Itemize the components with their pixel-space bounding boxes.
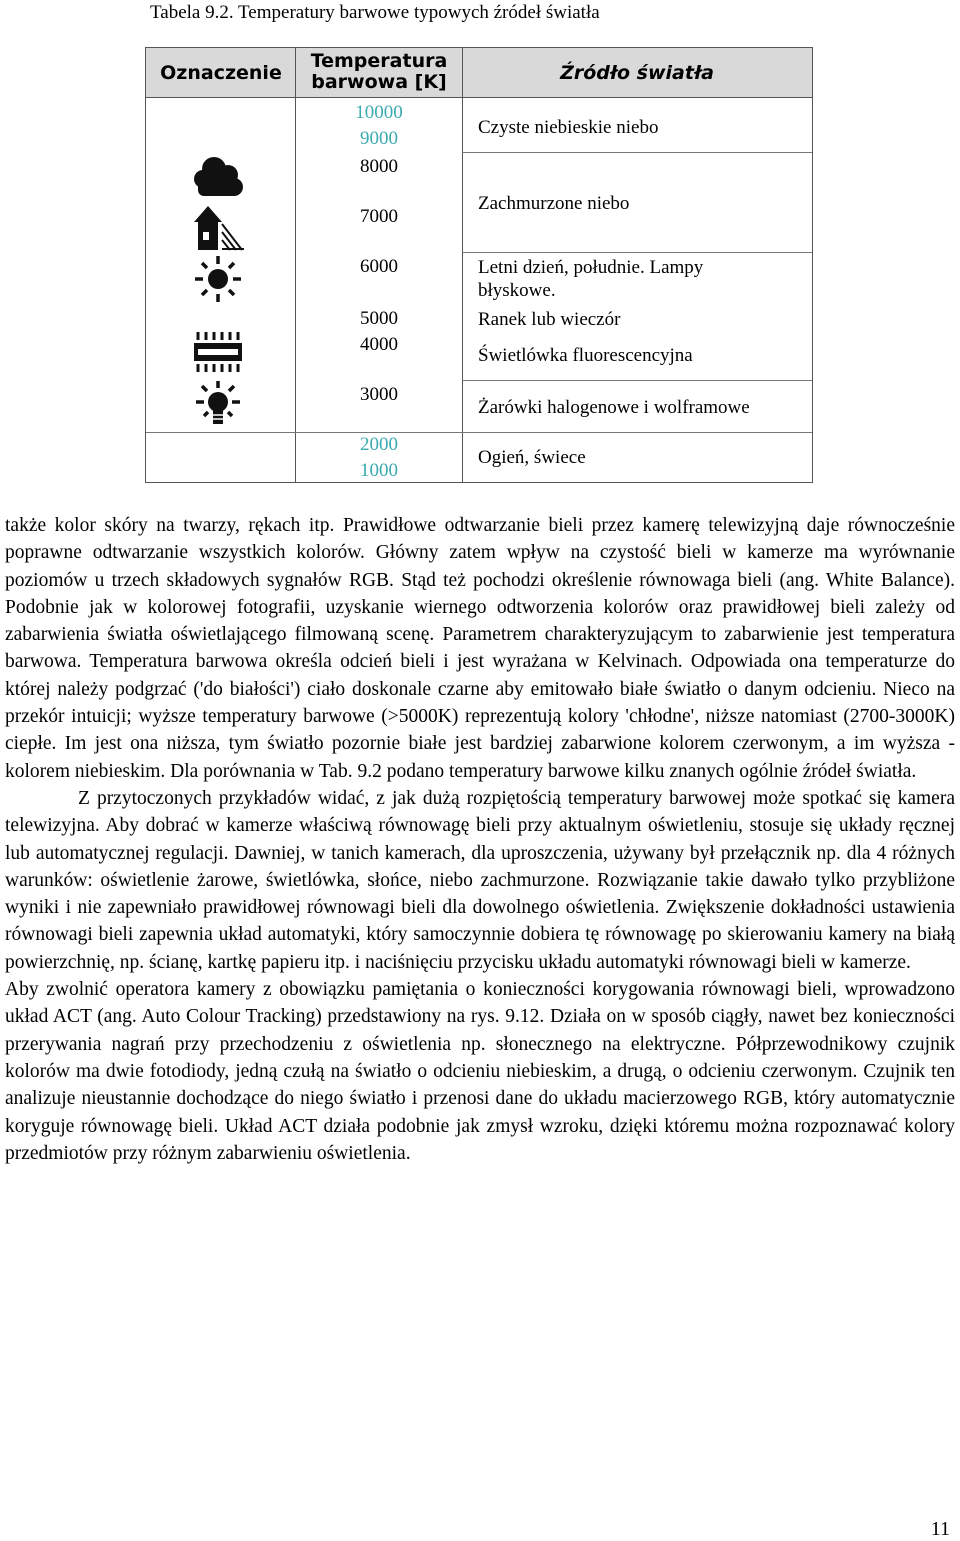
source-summer-day	[478, 256, 703, 302]
row-divider	[462, 252, 812, 253]
row-divider	[462, 432, 812, 433]
temperature-1000: 1000	[360, 460, 398, 481]
paragraph-1: także kolor skóry na twarzy, rękach itp. Prawidłowe odtwarzanie bieli przez kamerę telewizyjną daje równocześnie poprawne odtwarzanie wszystkich kolorów. Główny zatem wpływ na czystość bieli w kamerze ma wyrównanie poziomów u trzech składowych sygnałów RGB. Stąd też pochodzi określenie równowaga bieli (ang. White Balance). Podobnie jak w kolorowej fotografii, uzyskanie wiernego odtworzenia kolorów oraz prawidłowej bieli zależy od zabarwienia światła oświetlającego filmowaną scenę. Parametrem charakteryzującym to zabarwienie jest temperatura barwowa. Temperatura barwowa określa odcień bieli i jest wyrażana w Kelvinach. Odpowiada ona temperaturze do której należy podgrzać ('do białości') ciało doskonale czarne aby emitowało białe światło o danym odcieniu. Nieco na przekór intuicji; wyższe temperatury barwowe (>5000K) reprezentują kolory 'chłodne', niższe natomiast (2700-3000K) ciepłe. Im jest ona niższa, tym światło pozornie białe jest bardziej zabarwione kolorem czerwonym, a im wyższa - kolorem niebieskim. Dla porównania w Tab. 9.2 podano temperatury barwowe kilku znanych ogólnie źródeł światła.	[5, 515, 955, 782]
row-divider	[462, 380, 812, 381]
header-designation: Oznaczenie	[160, 62, 282, 84]
fluorescent-lamp-icon	[192, 330, 244, 374]
temperature-3000: 3000	[360, 384, 398, 405]
source-fire: Ogień, świece	[478, 447, 586, 468]
source-morning-evening: Ranek lub wieczór	[478, 309, 621, 330]
page-number: 11	[930, 1518, 950, 1540]
paragraph-3: Aby zwolnić operatora kamery z obowiązku pamiętania o konieczności korygowania równowagi bieli, wprowadzono układ ACT (ang. Auto Colour Tracking) przedstawiony na rys. 9.12. Działa on w sposób ciągły, nawet bez konieczności przerywania nagrań przy przechodzeniu z oświetlenia np. słonecznego na elektryczne. Półprzewodnikowy czujnik kolorów ma dwie fotodiody, jedną czułą na światło o odcieniu niebieskim, a drugą, o odcieniu czerwonym. Czujnik ten analizuje nieustannie dochodzące do niego światło i przenosi dane do układu macierzowego RGB, który automatycznie koryguje równowagę bieli. Układ ACT działa podobnie jak zmysł wzroku, dzięki któremu można rozpoznawać kolory przedmiotów przy różnym zabarwieniu oświetlenia.	[5, 979, 955, 1164]
sun-icon	[192, 254, 244, 304]
color-temperature-table	[145, 47, 813, 483]
header-source	[462, 62, 812, 84]
source-halogen: Żarówki halogenowe i wolframowe	[478, 397, 750, 418]
temperature-7000: 7000	[360, 206, 398, 227]
source-summer-day-line2: błyskowe.	[478, 280, 556, 301]
source-fluorescent: Świetlówka fluorescencyjna	[478, 345, 693, 366]
header-temperature-line2: barwowa [K]	[311, 71, 447, 93]
temperature-4000: 4000	[360, 334, 398, 355]
header-temperature-line1: Temperatura	[310, 50, 448, 72]
col-divider-2	[462, 48, 463, 482]
source-clear-sky: Czyste niebieskie niebo	[478, 117, 659, 138]
temperature-5000: 5000	[360, 308, 398, 329]
body-text	[5, 512, 955, 1167]
table-caption: Tabela 9.2. Temperatury barwowe typowych źródeł światła	[150, 2, 600, 23]
temperature-8000: 8000	[360, 156, 398, 177]
source-cloudy-sky: Zachmurzone niebo	[478, 193, 630, 214]
header-source-text: Źródło światła	[560, 62, 714, 84]
temperature-2000: 2000	[360, 434, 398, 455]
house-shade-icon	[192, 202, 244, 252]
temperature-9000: 9000	[360, 128, 398, 149]
temperature-6000: 6000	[360, 256, 398, 277]
row-divider	[146, 432, 462, 433]
source-summer-day-line1: Letni dzień, południe. Lampy	[478, 257, 704, 278]
bulb-icon	[192, 380, 244, 428]
header-temperature	[296, 51, 462, 93]
temperature-10000: 10000	[355, 102, 403, 123]
cloud-icon	[192, 153, 244, 201]
paragraph-2: Z przytoczonych przykładów widać, z jak dużą rozpiętością temperatury barwowej może spotkać się kamera telewizyjna. Aby dobrać w kamerze właściwą równowagę bieli przy aktualnym oświetleniu, stosuje się układy ręcznej lub automatycznej regulacji. Dawniej, w tanich kamerach, dla uproszczenia, używany był przełącznik np. dla 4 różnych warunków: oświetlenie żarowe, świetlówka, słońce, niebo zachmurzone. Rozwiązanie takie dawało tylko przybliżone wyniki i nie zapewniało prawidłowej równowagi bieli dla dowolnego oświetlenia. Zwiększenie dokładności ustawienia równowagi bieli zapewnia układ automatyki, który samoczynnie dobiera tę równowagę po skierowaniu kamery na białą powierzchnię, np. ścianę, kartkę papieru itp. i naciśnięciu przycisku układu automatyki równowagi bieli w kamerze.	[5, 787, 955, 973]
row-divider	[462, 152, 812, 153]
